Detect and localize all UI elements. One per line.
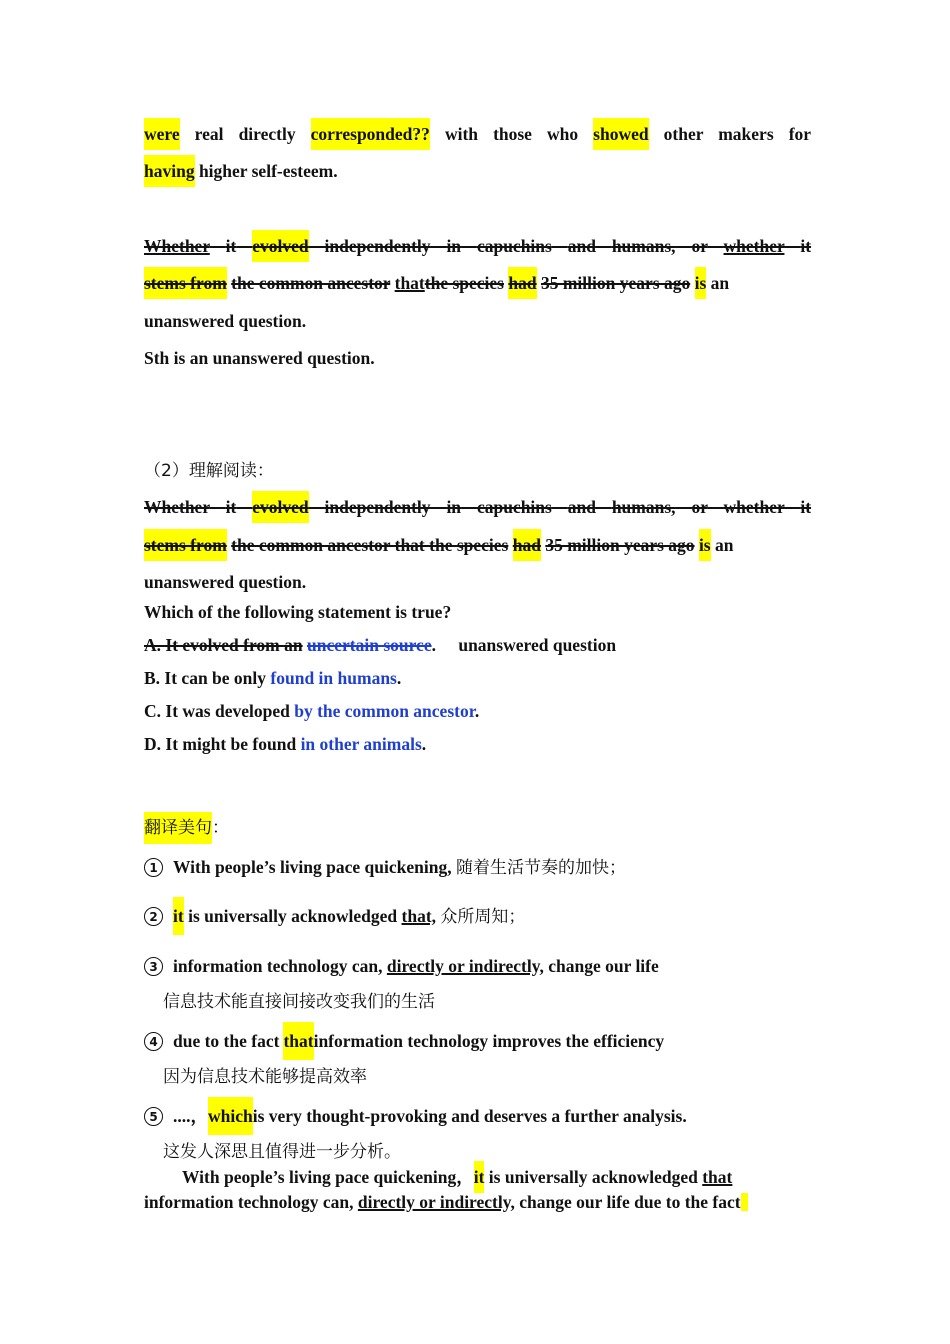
option-a-blue: uncertain source xyxy=(307,635,432,655)
word: that xyxy=(394,273,425,293)
circle-number-4: 4 xyxy=(144,1032,163,1051)
hl-evolved: evolved xyxy=(252,491,308,523)
word: it xyxy=(225,497,237,517)
word: with xyxy=(444,124,479,144)
option-b[interactable] xyxy=(144,667,811,689)
s1-line-6: Sth is an unanswered question. xyxy=(144,348,375,368)
word: those xyxy=(493,124,532,144)
hl-having: having xyxy=(144,155,195,187)
s1-line-3 xyxy=(144,235,811,257)
word: or xyxy=(691,497,708,517)
s1-line-4 xyxy=(144,272,811,294)
item-5-en: ....， xyxy=(173,1106,208,1126)
para-line-2 xyxy=(144,1191,811,1213)
para-that: that xyxy=(702,1167,733,1187)
punct: . xyxy=(474,701,480,721)
section-2-heading: （2）理解阅读： xyxy=(144,461,274,481)
hl-were: were xyxy=(144,118,180,150)
option-d-text: D. It might be found xyxy=(144,734,297,754)
word: it xyxy=(800,497,812,517)
word: and xyxy=(567,236,596,256)
word: an xyxy=(715,535,734,555)
circle-number-2: 2 xyxy=(144,907,163,926)
hl-stems-from: stems from xyxy=(144,529,227,561)
circle-number-1: 1 xyxy=(144,858,163,877)
option-c-text: C. It was developed xyxy=(144,701,290,721)
item-4 xyxy=(144,1030,811,1052)
s1-line-1 xyxy=(144,123,811,145)
hl-that: that xyxy=(283,1022,313,1060)
circle-number-5: 5 xyxy=(144,1107,163,1126)
word: humans, xyxy=(611,236,676,256)
word: directly xyxy=(238,124,296,144)
word: Whether xyxy=(144,236,210,256)
item-4-en: due to the fact xyxy=(173,1031,280,1051)
option-b-blue: found in humans xyxy=(270,668,397,688)
word: an xyxy=(710,273,730,293)
option-b-text: B. It can be only xyxy=(144,668,267,688)
colon: ： xyxy=(212,818,229,838)
word: and xyxy=(567,497,596,517)
word: capuchins xyxy=(476,497,552,517)
option-a[interactable] xyxy=(144,634,811,656)
circle-number-3: 3 xyxy=(144,957,163,976)
hl-is: is xyxy=(695,267,707,299)
option-a-note: unanswered question xyxy=(458,635,617,655)
s1-line-2 xyxy=(144,160,811,182)
item-2 xyxy=(144,905,811,928)
section-3-heading xyxy=(144,817,811,839)
text: the common ancestor xyxy=(231,273,391,293)
word: Whether xyxy=(144,497,210,517)
para-text: change our life due to the fact xyxy=(519,1192,741,1212)
question: Which of the following statement is true? xyxy=(144,602,452,622)
hl-it: it xyxy=(173,897,184,935)
word: real xyxy=(194,124,224,144)
item-1-cn: 随着生活节奏的加快； xyxy=(455,858,626,878)
option-d[interactable] xyxy=(144,733,811,755)
hl-corresponded: corresponded?? xyxy=(311,118,430,150)
item-1-en: With people’s living pace quickening, xyxy=(173,857,452,877)
hl-evolved: evolved xyxy=(252,230,308,262)
word: it xyxy=(225,236,237,256)
hl-had: had xyxy=(508,267,536,299)
word: independently xyxy=(324,236,431,256)
word: in xyxy=(446,236,462,256)
hl-had: had xyxy=(513,529,541,561)
para-text: information technology can, xyxy=(144,1192,354,1212)
s1-line-5: unanswered question. xyxy=(144,311,307,331)
word: who xyxy=(547,124,579,144)
item-1 xyxy=(144,856,811,879)
punct: . xyxy=(396,668,402,688)
option-a-text: A. It evolved from an xyxy=(144,635,303,655)
item-3-cn: 信息技术能直接间接改变我们的生活 xyxy=(163,992,435,1012)
word: independently xyxy=(324,497,431,517)
option-c-blue: by the common ancestor xyxy=(294,701,475,721)
item-3-underline: directly or indirectly, xyxy=(386,956,544,976)
word: other xyxy=(663,124,704,144)
word: whether xyxy=(723,497,785,517)
item-3-en: information technology can, xyxy=(173,956,383,976)
item-5-post: is very thought-provoking and deserves a further analysis. xyxy=(252,1106,687,1126)
word: it xyxy=(800,236,812,256)
word: or xyxy=(691,236,708,256)
item-2-cn: 众所周知； xyxy=(440,907,526,927)
item-5 xyxy=(144,1105,811,1127)
hl-is: is xyxy=(699,529,711,561)
highlight-mark xyxy=(741,1193,748,1211)
hl-stems-from: stems from xyxy=(144,267,227,299)
punct: . xyxy=(421,734,427,754)
text: 35 million years ago xyxy=(540,273,691,293)
para-text: With people’s living pace quickening， xyxy=(182,1167,474,1187)
s2-line-1 xyxy=(144,496,811,518)
word: makers xyxy=(718,124,774,144)
word: capuchins xyxy=(476,236,552,256)
hl-it: it xyxy=(474,1161,485,1193)
text: higher self-esteem. xyxy=(198,161,338,181)
word: in xyxy=(446,497,462,517)
item-3 xyxy=(144,955,811,977)
punct: . xyxy=(431,635,436,655)
hl-showed: showed xyxy=(593,118,648,150)
word: for xyxy=(788,124,812,144)
heading-highlight: 翻译美句 xyxy=(144,812,212,844)
word: whether xyxy=(723,236,785,256)
para-text: is universally acknowledged xyxy=(488,1167,698,1187)
option-c[interactable] xyxy=(144,700,811,722)
option-d-blue: in other animals xyxy=(300,734,422,754)
text: 35 million years ago xyxy=(545,535,695,555)
item-4-post: information technology improves the efficiency xyxy=(313,1031,665,1051)
item-5-cn: 这发人深思且值得进一步分析。 xyxy=(163,1142,401,1162)
text: the common ancestor that the species xyxy=(231,535,509,555)
word: humans, xyxy=(611,497,676,517)
hl-which: which xyxy=(208,1097,253,1135)
s2-line-3: unanswered question. xyxy=(144,572,307,592)
text: the species xyxy=(424,273,504,293)
item-4-cn: 因为信息技术能够提高效率 xyxy=(163,1067,367,1087)
para-line-1 xyxy=(182,1166,849,1188)
item-2-that: that, xyxy=(401,906,437,926)
item-3-post: change our life xyxy=(548,956,659,976)
para-underline: directly or indirectly, xyxy=(357,1192,515,1212)
item-2-en: is universally acknowledged xyxy=(188,906,398,926)
s2-line-2 xyxy=(144,534,811,556)
